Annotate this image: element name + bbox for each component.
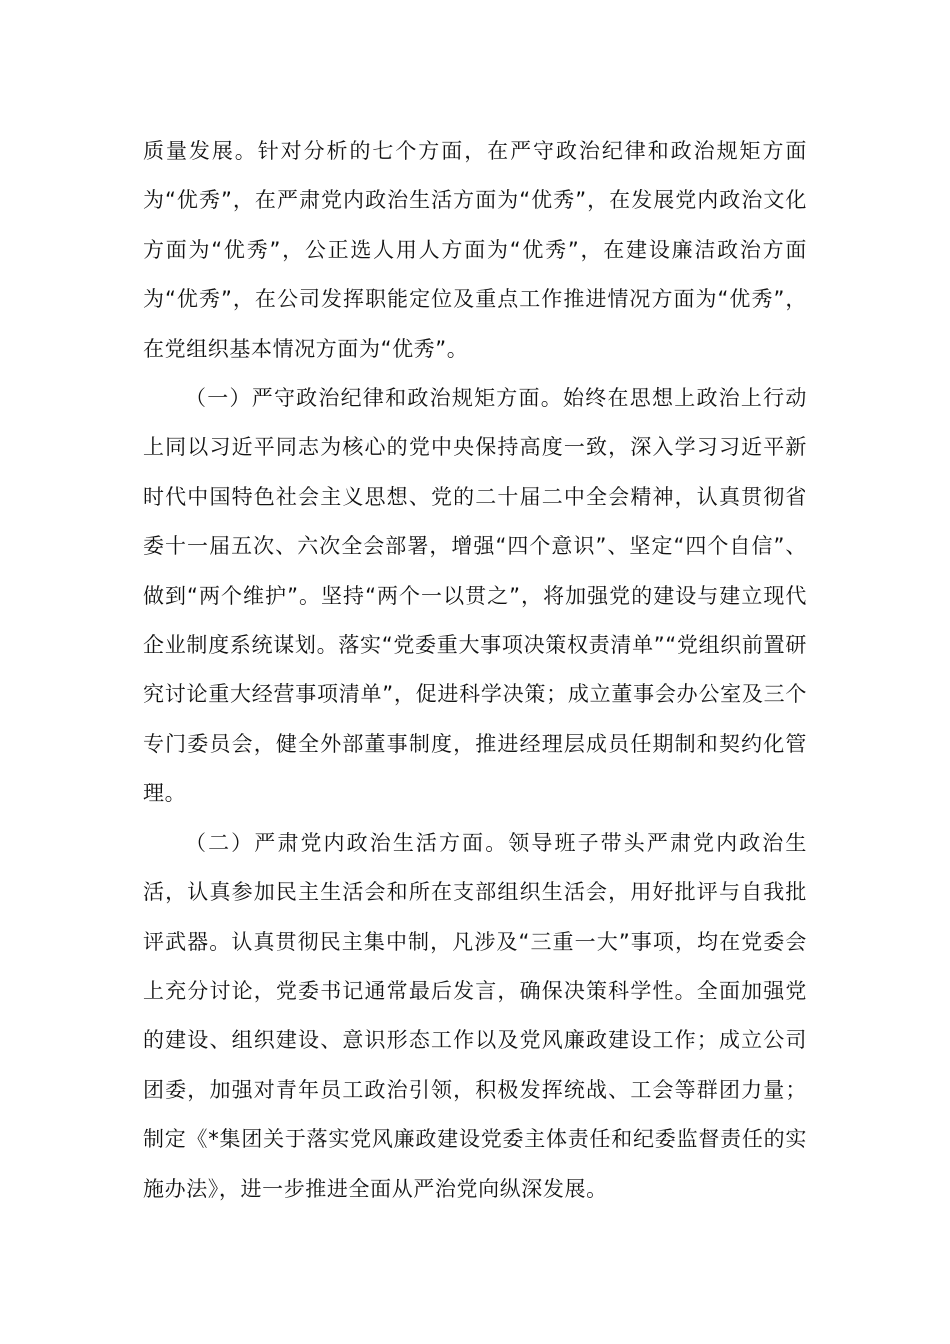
paragraph-section-1: （一）严守政治纪律和政治规矩方面。始终在思想上政治上行动上同以习近平同志为核心的党中央保持高度一致，深入学习习近平新时代中国特色社会主义思想、党的二十届二中全会精神，认真贯彻省委十一届五次、六次全会部署，增强“四个意识”、坚定“四个自信”、做到“两个维护”。坚持“两个一以贯之”，将加强党的建设与建立现代企业制度系统谋划。落实“党委重大事项决策权责清单”“党组织前置研究讨论重大经营事项清单”，促进科学决策；成立董事会办公室及三个专门委员会，健全外部董事制度，推进经理层成员任期制和契约化管理。 (143, 386, 807, 806)
document-body (143, 127, 807, 1214)
paragraph-continuation: 质量发展。针对分析的七个方面，在严守政治纪律和政治规矩方面为“优秀”，在严肃党内政治生活方面为“优秀”，在发展党内政治文化方面为“优秀”，公正选人用人方面为“优秀”，在建设廉洁政治方面为“优秀”，在公司发挥职能定位及重点工作推进情况方面为“优秀”，在党组织基本情况方面为“优秀”。 (143, 139, 807, 361)
paragraph-section-2: （二）严肃党内政治生活方面。领导班子带头严肃党内政治生活，认真参加民主生活会和所在支部组织生活会，用好批评与自我批评武器。认真贯彻民主集中制，凡涉及“三重一大”事项，均在党委会上充分讨论，党委书记通常最后发言，确保决策科学性。全面加强党的建设、组织建设、意识形态工作以及党风廉政建设工作；成立公司团委，加强对青年员工政治引领，积极发挥统战、工会等群团力量；制定《*集团关于落实党风廉政建设党委主体责任和纪委监督责任的实施办法》，进一步推进全面从严治党向纵深发展。 (143, 830, 807, 1201)
